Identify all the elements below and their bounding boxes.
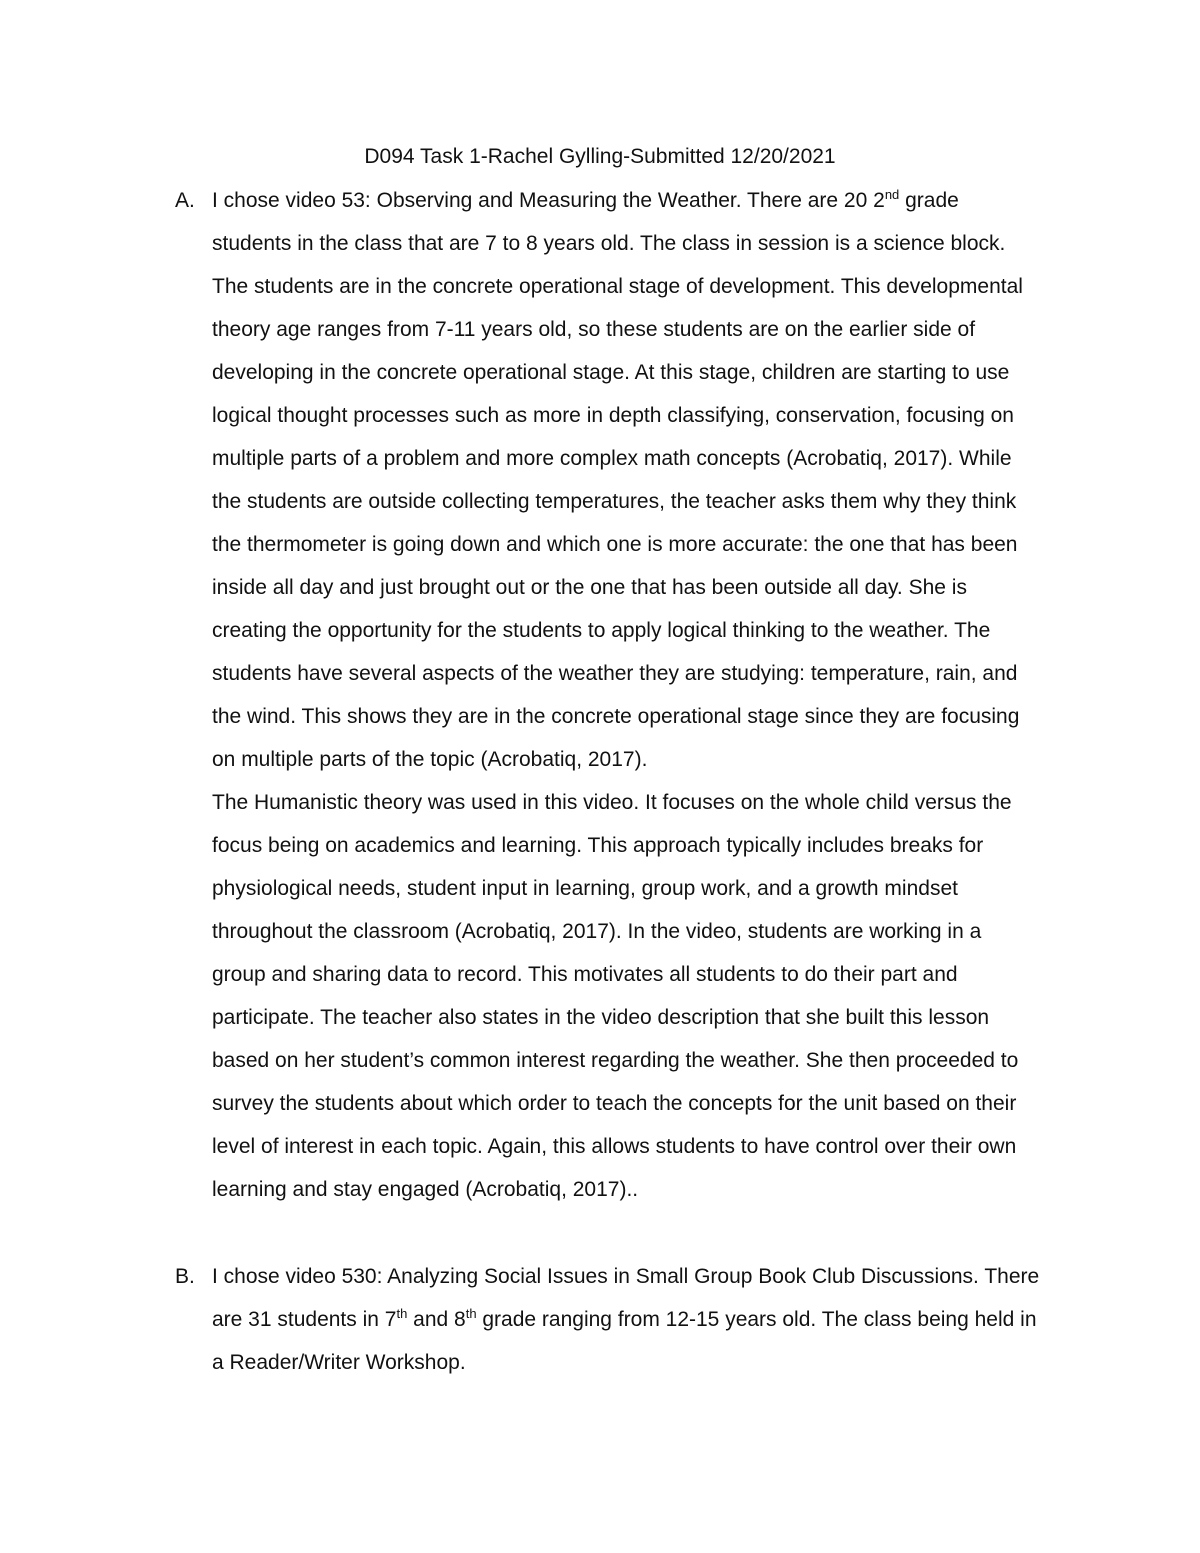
line-text: grade ranging from 12-15 years old. The class being held in [476, 1308, 1037, 1331]
paragraph-line: level of interest in each topic. Again, this allows students to have control over their own [212, 1135, 1017, 1158]
ordinal-suffix: th [465, 1306, 477, 1321]
ordinal-suffix: nd [884, 187, 900, 202]
paragraph-line: I chose video 530: Analyzing Social Issues in Small Group Book Club Discussions. There [212, 1265, 1040, 1288]
paragraph-line: throughout the classroom (Acrobatiq, 2017). In the video, students are working in a [212, 920, 982, 943]
paragraph-line: theory age ranges from 7-11 years old, so these students are on the earlier side of [212, 318, 976, 341]
paragraph-line: students in the class that are 7 to 8 years old. The class in session is a science block. [212, 232, 1006, 255]
paragraph-line: on multiple parts of the topic (Acrobatiq, 2017). [212, 748, 648, 771]
paragraph-line: group and sharing data to record. This motivates all students to do their part and [212, 963, 958, 986]
paragraph-line: The students are in the concrete operational stage of development. This developmental [212, 275, 1023, 298]
paragraph-line: developing in the concrete operational stage. At this stage, children are starting to use [212, 361, 1010, 384]
section-a-marker: A. [175, 189, 195, 212]
paragraph-line: students have several aspects of the weather they are studying: temperature, rain, and [212, 662, 1018, 685]
document-title: D094 Task 1-Rachel Gylling-Submitted 12/20/2021 [364, 145, 836, 168]
line-text: are 31 students in 7 [212, 1308, 397, 1331]
paragraph-line: based on her student’s common interest regarding the weather. She then proceeded to [212, 1049, 1019, 1072]
section-b-paragraph [212, 1262, 1092, 1391]
paragraph-line [212, 186, 1092, 229]
paragraph-line: physiological needs, student input in learning, group work, and a growth mindset [212, 877, 958, 900]
paragraph-line: The Humanistic theory was used in this video. It focuses on the whole child versus the [212, 791, 1012, 814]
paragraph-line: inside all day and just brought out or the one that has been outside all day. She is [212, 576, 967, 599]
section-b-marker: B. [175, 1265, 195, 1288]
section-a-paragraph [212, 186, 1092, 1218]
line-text: I chose video 53: Observing and Measuring the Weather. There are 20 2 [212, 189, 885, 212]
paragraph-line: survey the students about which order to teach the concepts for the unit based on their [212, 1092, 1017, 1115]
line-text: and 8 [407, 1308, 466, 1331]
line-text: grade [899, 189, 959, 212]
paragraph-line: the students are outside collecting temperatures, the teacher asks them why they think [212, 490, 1017, 513]
paragraph-line: the thermometer is going down and which one is more accurate: the one that has been [212, 533, 1018, 556]
paragraph-line: participate. The teacher also states in the video description that she built this lesson [212, 1006, 990, 1029]
ordinal-suffix: th [396, 1306, 408, 1321]
paragraph-line: focus being on academics and learning. This approach typically includes breaks for [212, 834, 984, 857]
paragraph-line: multiple parts of a problem and more complex math concepts (Acrobatiq, 2017). While [212, 447, 1012, 470]
paragraph-line: logical thought processes such as more in depth classifying, conservation, focusing on [212, 404, 1014, 427]
paragraph-line: a Reader/Writer Workshop. [212, 1351, 466, 1374]
paragraph-line: creating the opportunity for the students to apply logical thinking to the weather. The [212, 619, 991, 642]
paragraph-line: the wind. This shows they are in the concrete operational stage since they are focusing [212, 705, 1020, 728]
paragraph-line: learning and stay engaged (Acrobatiq, 2017).. [212, 1178, 639, 1201]
paragraph-line [212, 1305, 1092, 1348]
